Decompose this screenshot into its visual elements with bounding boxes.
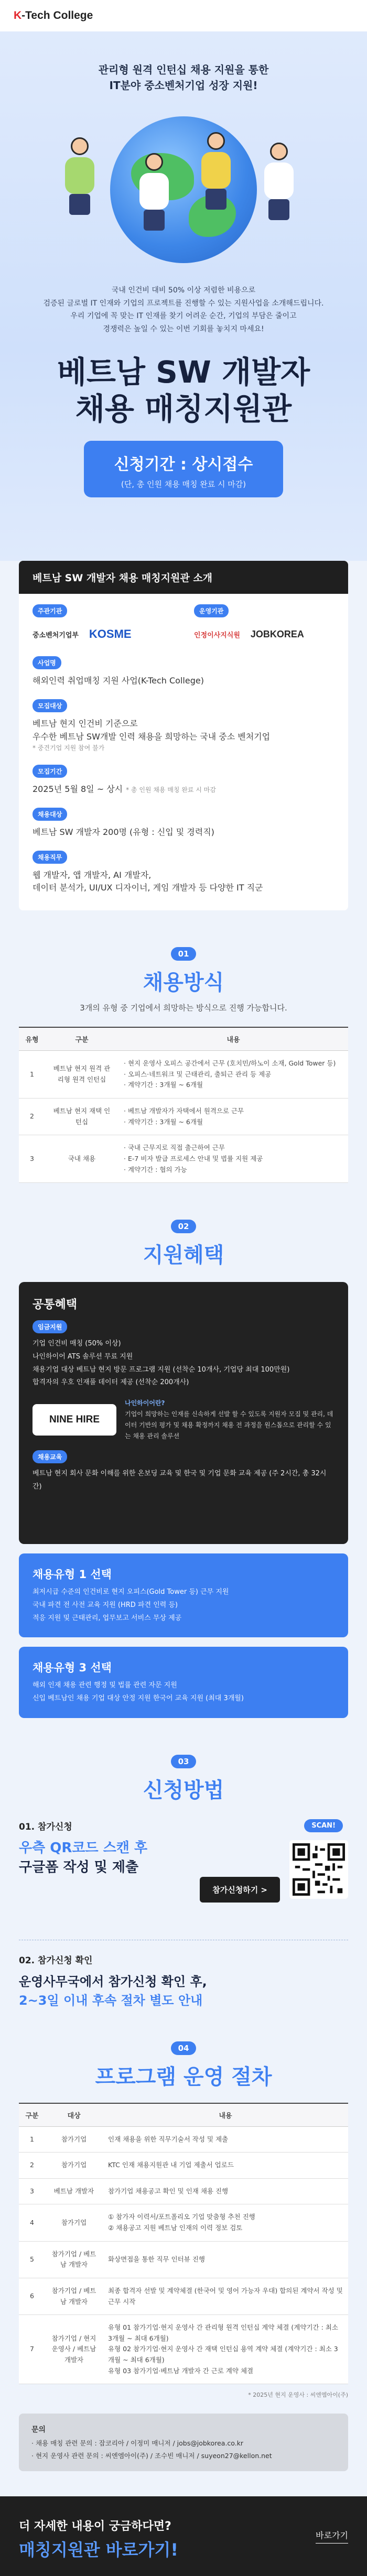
ninehire-box: [33, 1398, 334, 1442]
hero-desc-line1: 국내 인건비 대비 50% 이상 저렴한 비용으로: [111, 286, 256, 295]
apply-step2-line1: 운영사무국에서 참가신청 확인 후,: [19, 1974, 207, 1989]
row-no: 5: [19, 2241, 45, 2278]
apply-section-title: [0, 1755, 367, 1803]
recruit-period-tag: 모집기간: [33, 765, 67, 778]
row-item: · 베트남 개발자가 자택에서 원격으로 근무: [124, 1106, 343, 1117]
ninehire-title: 나인하이어란?: [125, 1399, 165, 1407]
row-what: 최종 합격자 선발 및 계약체결 (한국어 및 영어 가능자 우대) 합의된 계약서 작성 및 근무 시작: [103, 2278, 348, 2314]
benefit-item: 채용기업 대상 베트남 현지 방문 프로그램 지원 (선착순 10개사, 기업당 최대 100만원): [33, 1365, 290, 1374]
table-row: [19, 2204, 348, 2241]
period-note: (단, 총 인원 채용 매칭 완료 시 마감): [121, 480, 246, 490]
row-who: 참가기업 / 베트남 개발자: [45, 2241, 103, 2278]
row-no: 6: [19, 2278, 45, 2314]
person-illustration-4: [262, 143, 296, 221]
row-item: · 오피스·네트워크 및 근태관리, 출퇴근 관리 등 제공: [124, 1069, 343, 1080]
target-value-2: 우수한 베트남 SW개발 인력 채용을 희망하는 국내 중소 벤처기업: [33, 731, 271, 742]
type3-benefit-card: [19, 1647, 348, 1718]
contact-title: 문의: [31, 2426, 46, 2434]
common-benefit-card: [19, 1282, 348, 1544]
benefit-item: 나인하이어 ATS 솔루션 무료 지원: [33, 1352, 133, 1361]
method-table: [19, 1027, 348, 1183]
hero-subtitle-line2: IT분야 중소벤처기업 성장 지원!: [109, 79, 258, 92]
row-who: 참가기업: [45, 2126, 103, 2153]
method-title: 채용방식: [143, 971, 224, 995]
row-what: 인재 채용을 위한 직무기술서 작성 및 제출: [103, 2126, 348, 2153]
benefit-title: 지원혜택: [143, 1243, 224, 1268]
common-benefit-title: 공통혜택: [33, 1298, 78, 1312]
benefit-item: 신입 베트남인 채용 기업 대상 안정 지원 한국어 교육 지원 (최대 3개월): [33, 1694, 244, 1702]
row-what: 참가기업 채용공고 확인 및 인재 채용 진행: [103, 2178, 348, 2204]
benefit-number: 02: [171, 1220, 197, 1233]
contact-line-2: · 현지 운영사 관련 문의 : 씨엔엠아이(주) / 조수빈 매니저 / suyeon27@kellon.net: [31, 2451, 272, 2460]
ktech-college-logo[interactable]: [14, 9, 93, 22]
apply-title: 신청방법: [143, 1778, 224, 1802]
row-no: 3: [19, 2178, 45, 2204]
row-what: 화상면접을 통한 직무 인터뷰 진행: [103, 2241, 348, 2278]
cta-headline: 매칭지원관 바로가기!: [19, 2540, 178, 2560]
benefit-section-title: [0, 1220, 367, 1268]
method-subtitle: 3개의 유형 중 기업에서 희망하는 방식으로 진행 가능합니다.: [80, 1003, 287, 1013]
row-name: 베트남 현지 재택 인턴십: [45, 1099, 118, 1135]
table-row: [19, 2241, 348, 2278]
hero-illustration: [0, 106, 367, 279]
labor-tag: 임금지원: [33, 1320, 67, 1333]
person-illustration-3: [199, 132, 233, 211]
hero-title-line1: 베트남 SW 개발자: [57, 354, 310, 390]
table-row: [19, 2315, 348, 2384]
hero-subtitle-line1: 관리형 원격 인턴십 채용 지원을 통한: [98, 63, 269, 76]
method-section-title: [0, 947, 367, 1013]
project-tag: 사업명: [33, 656, 61, 669]
row-item: · 국내 근무지로 직접 출근하여 근무: [124, 1143, 343, 1154]
mss-logo: 중소벤처기업부: [33, 631, 79, 639]
apply-step1-line2: 구글폼 작성 및 제출: [19, 1860, 139, 1876]
row-type: 2: [19, 1099, 45, 1135]
table-row: [19, 2278, 348, 2314]
table-row: [19, 1135, 348, 1183]
process-number: 04: [171, 2041, 197, 2055]
row-name: 베트남 현지 원격 관리형 원격 인턴십: [45, 1051, 118, 1099]
application-period-box: [84, 441, 283, 497]
logo-k: K: [14, 9, 22, 21]
ninehire-logo: NINE HIRE: [33, 1404, 116, 1436]
process-section-title: [0, 2041, 367, 2090]
row-item: · 계약기간 : 3개월 ~ 6개월: [124, 1080, 343, 1091]
overview-title: 베트남 SW 개발자 채용 매칭지원관 소개: [19, 561, 348, 594]
row-no: 1: [19, 2126, 45, 2153]
row-what: ① 참가자 이력서/포트폴리오 기업 맞춤형 추천 진행 ② 채용공고 지원 베트남 인재의 이력 정보 검토: [103, 2204, 348, 2241]
target-value-1: 베트남 현지 인건비 기준으로: [33, 718, 138, 729]
row-what: KTC 인재 채용지원관 내 기업 제출서 업로드: [103, 2153, 348, 2179]
type3-title: 채용유형 3 선택: [33, 1661, 112, 1675]
hero-banner: [0, 31, 367, 561]
top-bar: [0, 0, 367, 31]
operator-tag: 운영기관: [194, 604, 229, 617]
table-row: [19, 2153, 348, 2179]
operator-logo-1: 인정이사지식원: [194, 631, 240, 639]
job-value-1: 웹 개발자, 앱 개발자, AI 개발자,: [33, 869, 152, 880]
jobkorea-logo: JOBKOREA: [250, 628, 304, 639]
edu-tag: 채용교육: [33, 1450, 67, 1463]
job-value-2: 데이터 분석가, UI/UX 디자이너, 게임 개발자 등 다양한 IT 직군: [33, 883, 263, 893]
method-header-content: 내용: [118, 1027, 348, 1051]
apply-step1: [19, 1819, 348, 1919]
row-type: 3: [19, 1135, 45, 1183]
apply-step2: [19, 1940, 348, 2010]
row-no: 7: [19, 2315, 45, 2384]
row-who: 베트남 개발자: [45, 2178, 103, 2204]
apply-step1-line1: 우측 QR코드 스캔 후: [19, 1840, 148, 1856]
row-who: 참가기업 / 현지운영사 / 베트남 개발자: [45, 2315, 103, 2384]
apply-step2-line2: 2~3일 이내 후속 절차 별도 안내: [19, 1993, 203, 2008]
apply-step2-label: 02. 참가신청 확인: [19, 1955, 93, 1966]
process-footnote: * 2025년 현지 운영사 : 씨엔엠아이(주): [248, 2392, 348, 2399]
job-tag: 채용직무: [33, 851, 67, 864]
table-row: [19, 2126, 348, 2153]
apply-step1-label: 01. 참가신청: [19, 1821, 72, 1832]
row-who: 참가기업: [45, 2153, 103, 2179]
benefit-item: 베트남 현지 회사 문화 이해를 위한 온보딩 교육 및 한국 및 기업 문화 교육 제공 (주 2시간, 총 32시간): [33, 1469, 327, 1491]
hero-desc-line4: 경쟁력은 높일 수 있는 이번 기회를 놓치지 마세요!: [103, 324, 264, 333]
row-who: 참가기업: [45, 2204, 103, 2241]
period-label: 신청기간 : 상시접수: [114, 455, 253, 474]
person-illustration-1: [63, 137, 96, 216]
project-value: 해외인력 취업매칭 지원 사업(K-Tech College): [33, 676, 204, 686]
globe-icon: [110, 116, 257, 263]
row-no: 4: [19, 2204, 45, 2241]
contact-box: [19, 2414, 348, 2471]
hero-description: [0, 284, 367, 335]
hero-title-line2: 채용 매칭지원관: [75, 390, 292, 427]
type1-benefit-card: [19, 1553, 348, 1637]
row-name: 국내 채용: [45, 1135, 118, 1183]
hire-target-value: 베트남 SW 개발자 200명 (유형 : 신입 및 경력직): [33, 827, 214, 837]
process-table: [19, 2103, 348, 2385]
method-header-type: 유형: [19, 1027, 45, 1051]
benefit-item: 해외 인재 채용 관련 행정 및 법률 관련 자문 지원: [33, 1681, 177, 1690]
cta-banner[interactable]: [0, 2496, 367, 2576]
apply-button[interactable]: 참가신청하기 >: [200, 1877, 280, 1903]
row-item: · 계약기간 : 협의 가능: [124, 1165, 343, 1176]
benefit-item: 적응 지원 및 근태관리, 업무보고 서비스 무상 제공: [33, 1614, 182, 1622]
benefit-item: 합격자의 우호 인재풀 데이터 제공 (선착순 200개사): [33, 1378, 189, 1387]
target-note: * 중견기업 지원 참여 불가: [33, 744, 105, 752]
scan-badge: SCAN!: [304, 1819, 343, 1832]
hero-desc-line2: 검증된 글로벌 IT 인재와 기업의 프로젝트를 진행할 수 있는 지원사업을 소개해드립니다.: [43, 299, 324, 308]
contact-line-1: · 채용 매칭 관련 문의 : 잡코리아 / 이정미 매니저 / jobs@jobkorea.co.kr: [31, 2439, 244, 2447]
hero-title: [0, 354, 367, 427]
benefit-item: 최저시급 수준의 인건비로 현지 오피스(Gold Tower 등) 근무 지원: [33, 1588, 229, 1596]
method-number: 01: [171, 947, 197, 961]
host-tag: 주관기관: [33, 604, 67, 617]
logo-text: -Tech College: [21, 9, 93, 21]
qr-code-icon[interactable]: [289, 1840, 348, 1899]
table-row: [19, 1051, 348, 1099]
benefit-item: 국내 파견 전 사전 교육 지원 (HRD 파견 인력 등): [33, 1601, 178, 1609]
process-header-target: 대상: [45, 2103, 103, 2127]
row-type: 1: [19, 1051, 45, 1099]
apply-number: 03: [171, 1755, 197, 1768]
hero-subtitle: [0, 31, 367, 93]
type1-title: 채용유형 1 선택: [33, 1568, 112, 1581]
recruit-period-value: 2025년 5월 8일 ~ 상시: [33, 784, 123, 794]
kosme-logo: KOSME: [89, 627, 132, 640]
cta-go-link[interactable]: 바로가기: [316, 2529, 348, 2544]
target-tag: 모집대상: [33, 699, 67, 712]
row-what: 유형 01 참가기업·현지 운영사 간 관리형 원격 인턴십 계약 체결 (계약기간 : 최소 3개월 ~ 최대 6개월) 유형 02 참가기업·현지 운영사 간 재택 인턴십 용역 계약 체결 (계약기간 : 최소 3개월 ~ 최대 6개월) 유형 03 참가기업·베트남 개발자 간 근로 계약 체결: [103, 2315, 348, 2384]
process-title: 프로그램 운영 절차: [95, 2064, 272, 2089]
process-header-no: 구분: [19, 2103, 45, 2127]
process-header-content: 내용: [103, 2103, 348, 2127]
hire-target-tag: 채용대상: [33, 808, 67, 821]
person-illustration-2: [137, 153, 171, 232]
hero-desc-line3: 우리 기업에 꼭 맞는 IT 인재를 찾기 어려운 순간, 기업의 부담은 줄이고: [70, 312, 297, 320]
method-header-category: 구분: [45, 1027, 118, 1051]
row-item: · E-7 비자 발급 프로세스 안내 및 법률 지원 제공: [124, 1154, 343, 1165]
table-row: [19, 2178, 348, 2204]
row-item: · 현지 운영사 오피스 공간에서 근무 (호치민/하노이 소재, Gold Tower 등): [124, 1058, 343, 1069]
benefit-item: 기업 인건비 매칭 (50% 이상): [33, 1340, 121, 1348]
overview-card: [19, 561, 348, 910]
recruit-period-note: * 총 인원 채용 매칭 완료 시 마감: [126, 786, 216, 794]
row-who: 참가기업 / 베트남 개발자: [45, 2278, 103, 2314]
row-no: 2: [19, 2153, 45, 2179]
ninehire-description: 기업이 희망하는 인재를 신속하게 선발 할 수 있도록 지원자 모집 및 관리, 데이터 기반의 평가 및 채용 확정까지 채용 전 과정을 원스톱으로 관리할 수 있는 채용 관리 솔루션: [125, 1410, 333, 1440]
table-row: [19, 1099, 348, 1135]
row-item: · 계약기간 : 3개월 ~ 6개월: [124, 1117, 343, 1128]
cta-question: 더 자세한 내용이 궁금하다면?: [19, 2520, 171, 2533]
